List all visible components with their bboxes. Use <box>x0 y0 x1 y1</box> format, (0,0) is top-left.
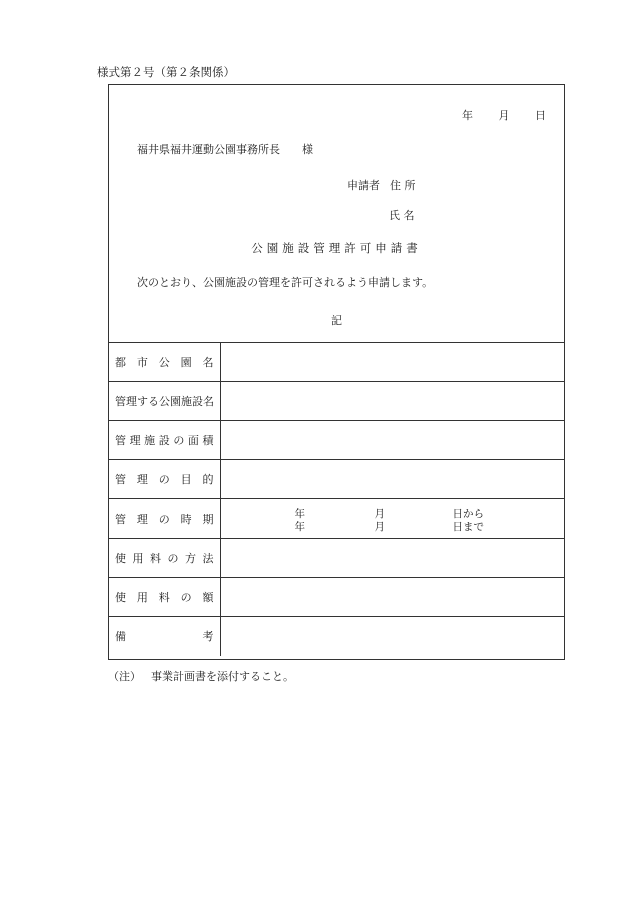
addressee-suffix: 様 <box>302 143 313 156</box>
label-char: 料 <box>158 591 170 604</box>
row-label-facility-name <box>109 382 220 421</box>
form-header <box>109 85 564 343</box>
row-label-remarks <box>109 617 220 656</box>
label-char: 管 <box>115 512 126 526</box>
request-statement: 次のとおり、公園施設の管理を許可されるよう申請します。 <box>137 276 434 289</box>
table-row <box>109 499 564 539</box>
date-month: 月 <box>498 109 510 122</box>
label-char: 理 <box>136 473 148 486</box>
term-label <box>115 511 220 527</box>
applicant-address-line <box>347 177 416 193</box>
term-end-day: 日まで <box>452 521 484 533</box>
term-field[interactable] <box>220 499 564 539</box>
label-char: 使 <box>115 552 126 565</box>
label-char: 料 <box>150 552 161 565</box>
label-char: の <box>180 591 192 604</box>
label-char: 的 <box>202 473 214 486</box>
term-end-year: 年 <box>294 521 305 533</box>
label-char: 積 <box>202 434 214 447</box>
table-row <box>109 421 564 460</box>
row-label-area <box>109 421 220 460</box>
label-char: 理 <box>129 434 141 447</box>
name-label: 氏 名 <box>389 209 415 222</box>
applicant-name-line <box>389 207 415 223</box>
table-row <box>109 382 564 421</box>
row-label-fee <box>109 578 220 617</box>
label-char: 用 <box>136 591 148 604</box>
term-dates <box>221 499 565 538</box>
label-char: の <box>173 434 185 447</box>
remarks-field[interactable] <box>220 617 564 656</box>
purpose-field[interactable] <box>220 460 564 499</box>
label-char: 法 <box>202 552 214 565</box>
addressee <box>137 141 313 157</box>
label-char: 時 <box>180 512 192 526</box>
date-line <box>440 107 546 123</box>
label-char: 管 <box>115 434 126 447</box>
label-char: 考 <box>202 630 214 644</box>
label-char: 期 <box>202 512 214 526</box>
facility-name-label: 管理する公園施設名 <box>115 395 214 408</box>
label-char: 理 <box>136 512 148 526</box>
term-start-month: 月 <box>374 508 385 520</box>
details-table <box>109 342 564 656</box>
label-char: 市 <box>136 356 148 369</box>
purpose-label <box>115 471 220 487</box>
label-char: の <box>158 473 170 486</box>
area-field[interactable] <box>220 421 564 460</box>
fee-label <box>115 589 220 605</box>
note-prefix: （注） <box>108 670 141 683</box>
form-title: 公園施設管理許可申請書 <box>251 241 422 255</box>
applicant-label: 申請者 <box>347 179 380 192</box>
label-char: 備 <box>115 630 126 644</box>
ki-marker: 記 <box>331 314 342 327</box>
term-end-month: 月 <box>374 521 385 533</box>
row-label-method <box>109 539 220 578</box>
facility-name-field[interactable] <box>220 382 564 421</box>
table-row <box>109 578 564 617</box>
table-row <box>109 460 564 499</box>
row-label-park-name <box>109 343 220 382</box>
note-text: 事業計画書を添付すること。 <box>151 670 294 683</box>
park-name-label <box>115 354 220 370</box>
label-char: 管 <box>115 473 126 486</box>
method-field[interactable] <box>220 539 564 578</box>
label-char: 公 <box>158 356 170 369</box>
table-row <box>109 617 564 656</box>
remarks-label <box>115 628 220 644</box>
label-char: 使 <box>115 591 126 604</box>
label-char: 方 <box>185 552 196 565</box>
label-char: 都 <box>115 356 126 369</box>
address-label: 住 所 <box>390 179 416 192</box>
label-char: 園 <box>180 356 192 369</box>
label-char: 用 <box>132 552 144 565</box>
addressee-name: 福井県福井運動公園事務所長 <box>137 143 280 156</box>
label-char: 額 <box>202 591 214 604</box>
table-row <box>109 539 564 578</box>
footnote <box>108 668 294 684</box>
term-start-year: 年 <box>294 508 305 520</box>
label-char: 施 <box>144 434 156 447</box>
label-char: の <box>158 512 170 526</box>
form-number-label: 様式第２号（第２条関係） <box>97 65 235 79</box>
label-char: の <box>167 552 179 565</box>
date-day: 日 <box>535 109 546 122</box>
park-name-field[interactable] <box>220 343 564 382</box>
date-year: 年 <box>462 109 473 122</box>
application-form <box>108 84 565 660</box>
label-char: 設 <box>158 434 170 447</box>
area-label <box>115 432 220 448</box>
label-char: 面 <box>187 434 199 447</box>
row-label-purpose <box>109 460 220 499</box>
label-char: 名 <box>202 356 214 369</box>
method-label <box>115 550 220 566</box>
table-row <box>109 343 564 382</box>
row-label-term <box>109 499 220 539</box>
term-start-day: 日から <box>452 508 484 520</box>
label-char: 目 <box>180 473 192 486</box>
fee-field[interactable] <box>220 578 564 617</box>
